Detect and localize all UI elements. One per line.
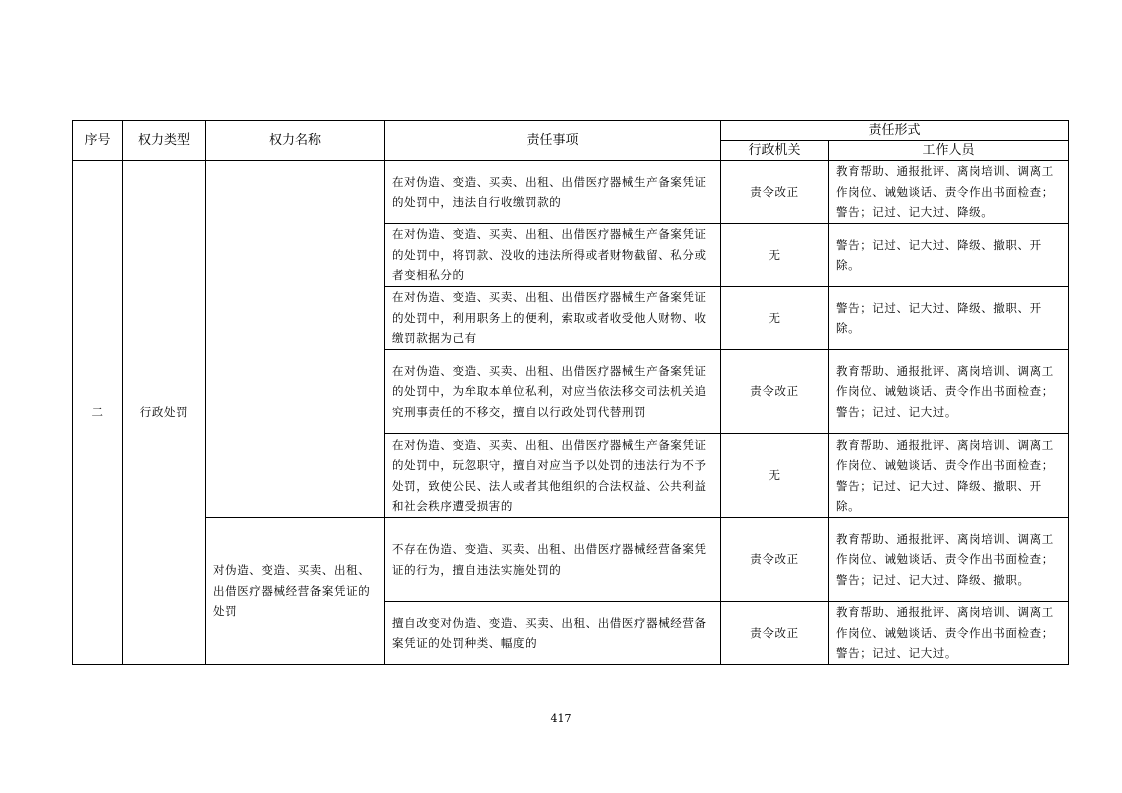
staff-cell: 教育帮助、通报批评、离岗培训、调离工作岗位、诫勉谈话、责令作出书面检查；警告；记过、记大过、降级。 [829,161,1069,224]
staff-cell: 教育帮助、通报批评、离岗培训、调离工作岗位、诫勉谈话、责令作出书面检查；警告；记过、记大过。 [829,602,1069,665]
matter-cell: 在对伪造、变造、买卖、出租、出借医疗器械生产备案凭证的处罚中，违法自行收缴罚款的 [385,161,721,224]
staff-cell: 警告；记过、记大过、降级、撤职、开除。 [829,224,1069,287]
staff-cell: 教育帮助、通报批评、离岗培训、调离工作岗位、诫勉谈话、责令作出书面检查；警告；记过、记大过、降级、撤职、开除。 [829,434,1069,518]
staff-cell: 教育帮助、通报批评、离岗培训、调离工作岗位、诫勉谈话、责令作出书面检查；警告；记过、记大过、降级、撤职。 [829,518,1069,602]
matter-cell: 不存在伪造、变造、买卖、出租、出借医疗器械经营备案凭证的行为，擅自违法实施处罚的 [385,518,721,602]
staff-cell: 警告；记过、记大过、降级、撤职、开除。 [829,287,1069,350]
header-power-type: 权力类型 [123,121,206,161]
group-power-name-empty [206,161,385,518]
matter-cell: 擅自改变对伪造、变造、买卖、出租、出借医疗器械经营备案凭证的处罚种类、幅度的 [385,602,721,665]
agency-cell: 责令改正 [721,161,829,224]
responsibility-table [72,120,1069,665]
matter-cell: 在对伪造、变造、买卖、出租、出借医疗器械生产备案凭证的处罚中，利用职务上的便利，索取或者收受他人财物、收缴罚款据为己有 [385,287,721,350]
agency-cell: 责令改正 [721,350,829,434]
matter-cell: 在对伪造、变造、买卖、出租、出借医疗器械生产备案凭证的处罚中，玩忽职守，擅自对应当予以处罚的违法行为不予处罚，致使公民、法人或者其他组织的合法权益、公共利益和社会秩序遭受损害的 [385,434,721,518]
agency-cell: 无 [721,434,829,518]
agency-cell: 责令改正 [721,602,829,665]
page-number: 417 [550,712,572,725]
header-agency: 行政机关 [721,141,829,161]
matter-cell: 在对伪造、变造、买卖、出租、出借医疗器械生产备案凭证的处罚中，为牟取本单位私利，对应当依法移交司法机关追究刑事责任的不移交，擅自以行政处罚代替刑罚 [385,350,721,434]
staff-cell: 教育帮助、通报批评、离岗培训、调离工作岗位、诫勉谈话、责令作出书面检查；警告；记过、记大过。 [829,350,1069,434]
header-staff: 工作人员 [829,141,1069,161]
matter-cell: 在对伪造、变造、买卖、出租、出借医疗器械生产备案凭证的处罚中，将罚款、没收的违法所得或者财物截留、私分或者变相私分的 [385,224,721,287]
agency-cell: 无 [721,224,829,287]
header-power-name: 权力名称 [206,121,385,161]
group-power-name: 对伪造、变造、买卖、出租、出借医疗器械经营备案凭证的处罚 [206,518,385,665]
agency-cell: 责令改正 [721,518,829,602]
header-responsibility-form: 责任形式 [721,121,1069,141]
agency-cell: 无 [721,287,829,350]
header-seq: 序号 [73,121,123,161]
table-row [73,161,1069,224]
header-responsibility-matter: 责任事项 [385,121,721,161]
group-seq: 二 [73,161,123,665]
group-power-type: 行政处罚 [123,161,206,665]
table-row [73,518,1069,602]
